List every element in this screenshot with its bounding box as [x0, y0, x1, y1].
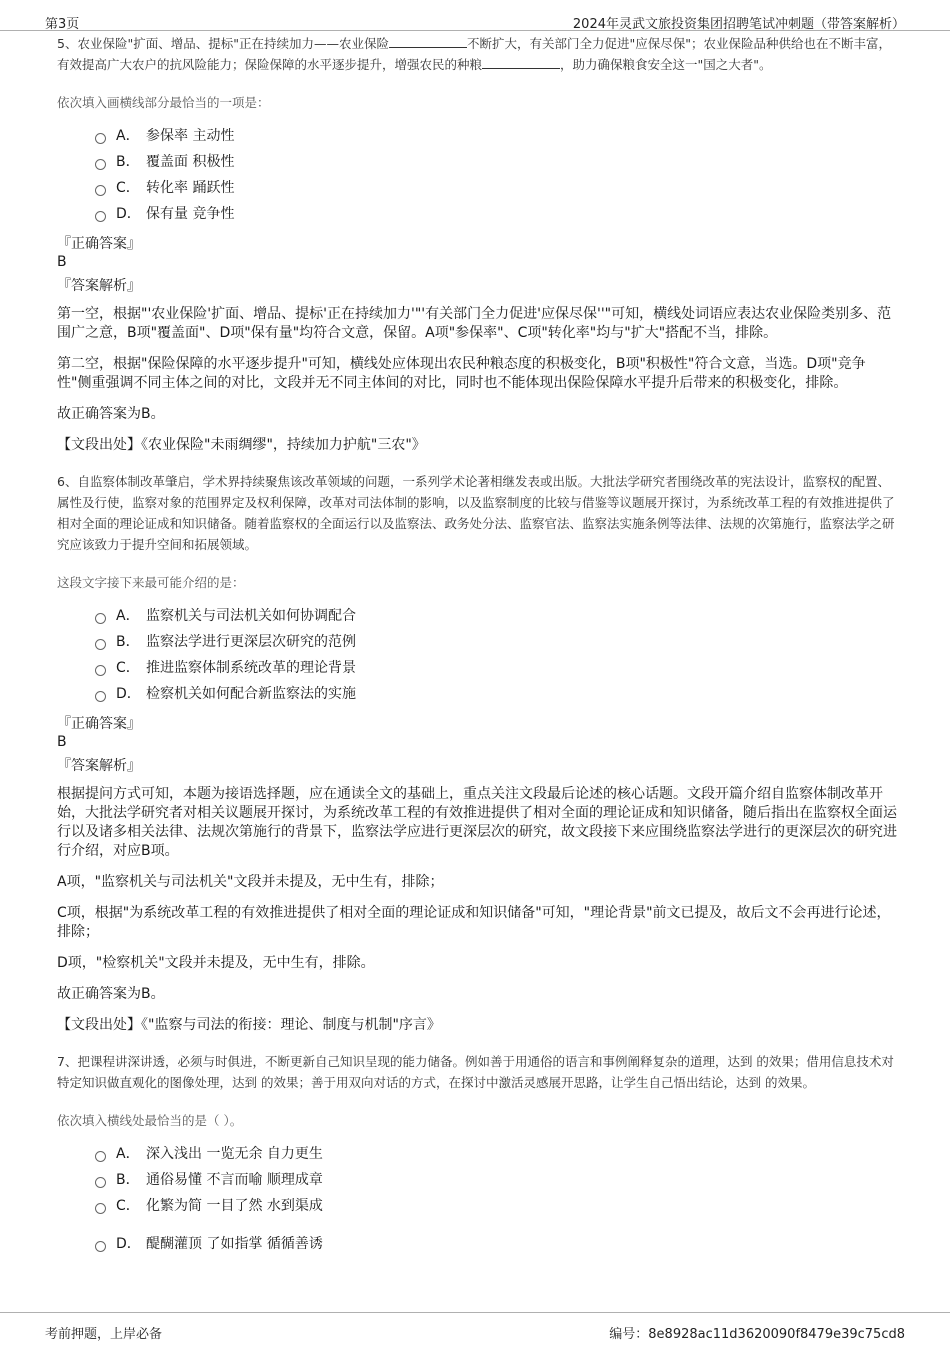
source-citation: 【文段出处】《农业保险"未雨绸缪"，持续加力护航"三农"》 [57, 437, 426, 453]
option-c[interactable]: C． 化繁为简 一目了然 水到渠成 [95, 1193, 897, 1219]
question-7-text: 7、把课程讲深讲透，必须与时俱进，不断更新自己知识呈现的能力储备。例如善于用通俗的语言和事例阐释复杂的道理，达到 的效果；借用信息技术对特定知识做直观化的图像处理，达到 的效果；善于用双向对话的方式，在探讨中激活灵感展开思路，让学生自己悟出结论，达到 的效果。 [57, 1054, 894, 1090]
question-5-text: 5、农业保险"扩面、增品、提标"正在持续加力——农业保险 不断扩大，有关部门全力促进"应保尽保"；农业保险品种供给也在不断丰富，有效提高广大农户的抗风险能力；保险保障的水平逐步提升，增强农民的种粮 ，助力确保粮食安全这一"国之大者"。 [57, 36, 891, 72]
radio-icon[interactable] [95, 159, 106, 170]
option-d[interactable]: D． 检察机关如何配合新监察法的实施 [95, 681, 897, 707]
question-7-prompt: 依次填入横线处最恰当的是（ ）。 [57, 1113, 243, 1128]
question-6-prompt: 这段文字接下来最可能介绍的是： [57, 575, 245, 590]
option-a[interactable]: A． 参保率 主动性 [95, 123, 897, 149]
radio-icon[interactable] [95, 613, 106, 624]
blank-line [482, 56, 560, 69]
analysis-label: 『答案解析』 [57, 278, 141, 294]
page-header [0, 0, 950, 31]
option-b[interactable]: B． 监察法学进行更深层次研究的范例 [95, 629, 897, 655]
source-citation: 【文段出处】《"监察与司法的衔接：理论、制度与机制"序言》 [57, 1017, 441, 1033]
analysis-paragraph: D项，"检察机关"文段并未提及，无中生有，排除。 [57, 955, 375, 971]
correct-answer-value: B [57, 734, 67, 750]
blank-line [389, 35, 467, 48]
option-a[interactable]: A． 监察机关与司法机关如何协调配合 [95, 603, 897, 629]
question-6-options [95, 603, 897, 707]
question-5-prompt: 依次填入画横线部分最恰当的一项是： [57, 95, 270, 110]
radio-icon[interactable] [95, 133, 106, 144]
document-content [57, 31, 897, 1312]
correct-answer-label: 『正确答案』 [57, 236, 141, 252]
page-footer [0, 1312, 950, 1345]
analysis-paragraph: 第二空，根据"保险保障的水平逐步提升"可知，横线处应体现出农民种粮态度的积极变化，B项"积极性"符合文意，当选。D项"竞争性"侧重强调不同主体之间的对比，文段并无不同主体间的对比，同时也不能体现出保险保障水平提升后带来的积极变化，排除。 [57, 356, 866, 391]
option-c[interactable]: C． 推进监察体制系统改革的理论背景 [95, 655, 897, 681]
correct-answer-label: 『正确答案』 [57, 716, 141, 732]
question-5-options [95, 123, 897, 227]
option-c[interactable]: C． 转化率 踊跃性 [95, 175, 897, 201]
analysis-label: 『答案解析』 [57, 758, 141, 774]
analysis-paragraph: 第一空，根据"'农业保险'扩面、增品、提标'正在持续加力'"'有关部门全力促进'应保尽保''"可知，横线处词语应表达农业保险类别多、范围广之意，B项"覆盖面"、D项"保有量"均符合文意，保留。A项"参保率"、C项"转化率"均与"扩大"搭配不当，排除。 [57, 306, 892, 341]
analysis-paragraph: 故正确答案为B。 [57, 986, 165, 1002]
radio-icon[interactable] [95, 185, 106, 196]
analysis-paragraph: 根据提问方式可知，本题为接语选择题，应在通读全文的基础上，重点关注文段最后论述的核心话题。文段开篇介绍自监察体制改革开始，大批法学研究者对相关议题展开探讨，为系统改革工程的有效推进提供了相对全面的理论证成和知识储备，随后指出在监察权全面运行以及诸多相关法律、法规次第施行的背景下，监察法学应进行更深层次的研究，故文段接下来应围绕监察法学进行的更深层次的研究进行介绍，对应B项。 [57, 786, 897, 859]
option-d[interactable]: D． 醍醐灌顶 了如指掌 循循善诱 [95, 1231, 897, 1257]
radio-icon[interactable] [95, 1151, 106, 1162]
radio-icon[interactable] [95, 1241, 106, 1252]
analysis-paragraph: 故正确答案为B。 [57, 406, 165, 422]
footer-slogan: 考前押题，上岸必备 [45, 1327, 163, 1342]
analysis-paragraph: C项，根据"为系统改革工程的有效推进提供了相对全面的理论证成和知识储备"可知，"理论背景"前文已提及，故后文不会再进行论述，排除； [57, 905, 891, 940]
radio-icon[interactable] [95, 665, 106, 676]
document-title: 2024年灵武文旅投资集团招聘笔试冲刺题（带答案解析） [572, 17, 905, 32]
question-6-text: 6、自监察体制改革肇启，学术界持续聚焦该改革领域的问题，一系列学术论著相继发表或出版。大批法学研究者围绕改革的宪法设计，监察权的配置、属性及行使，监察对象的范围界定及权利保障，改革对司法体制的影响，以及监察制度的比较与借鉴等议题展开探讨，为系统改革工程的有效推进提供了相对全面的理论证成和知识储备。随着监察权的全面运行以及监察法、政务处分法、监察官法、监察法实施条例等法律、法规的次第施行，监察法学之研究应该致力于提升空间和拓展领域。 [57, 474, 895, 552]
correct-answer-value: B [57, 254, 67, 270]
radio-icon[interactable] [95, 211, 106, 222]
page-number: 第3页 [45, 17, 80, 32]
option-d[interactable]: D． 保有量 竞争性 [95, 201, 897, 227]
document-id: 编号：8e8928ac11d3620090f8479e39c75cd8 [609, 1327, 905, 1342]
option-a[interactable]: A． 深入浅出 一览无余 自力更生 [95, 1141, 897, 1167]
radio-icon[interactable] [95, 691, 106, 702]
radio-icon[interactable] [95, 1177, 106, 1188]
analysis-paragraph: A项，"监察机关与司法机关"文段并未提及，无中生有，排除； [57, 874, 444, 890]
radio-icon[interactable] [95, 1203, 106, 1214]
question-7-options [95, 1141, 897, 1257]
option-b[interactable]: B． 通俗易懂 不言而喻 顺理成章 [95, 1167, 897, 1193]
option-b[interactable]: B． 覆盖面 积极性 [95, 149, 897, 175]
radio-icon[interactable] [95, 639, 106, 650]
